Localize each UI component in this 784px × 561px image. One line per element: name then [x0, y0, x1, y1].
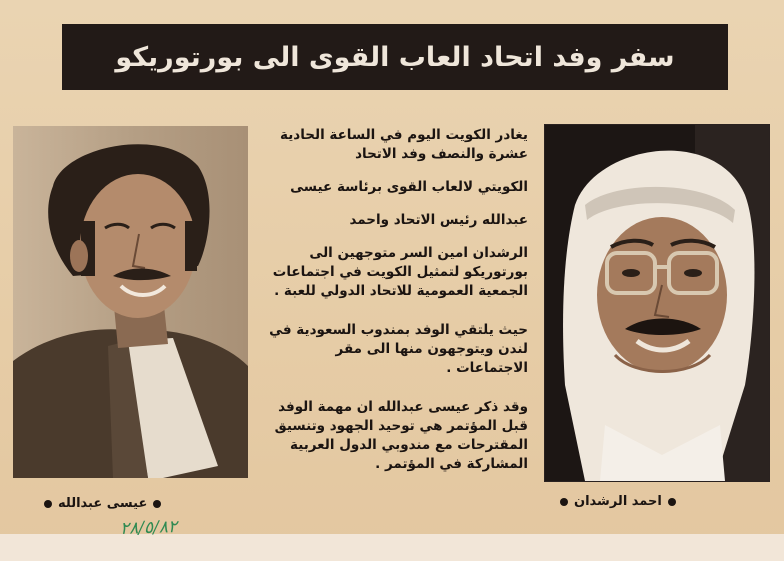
bullet-icon — [44, 500, 52, 508]
scan-bottom-strip — [0, 534, 784, 561]
article-paragraph: حيث يلتقي الوفد بمندوب السعودية في لندن ويتوجهون منها الى مقر الاجتماعات . — [269, 322, 528, 376]
article-paragraph: عبدالله رئيس الاتحاد واحمد — [349, 212, 528, 228]
bullet-icon — [668, 498, 676, 506]
bullet-icon — [153, 500, 161, 508]
caption-ahmed-alrashdan — [560, 494, 676, 509]
article-paragraph: يغادر الكويت اليوم في الساعة الحادية عشرة والنصف وفد الاتحاد — [280, 127, 528, 162]
caption-issa-abdullah — [44, 496, 161, 511]
article-paragraph: الرشدان امين السر متوجهين الى بورتوريكو لتمثيل الكويت في اجتماعات الجمعية العمومية للاتحاد الدولي للعبة . — [272, 245, 528, 299]
headline: سفر وفد اتحاد العاب القوى الى بورتوريكو — [115, 41, 675, 73]
caption-text: احمد الرشدان — [574, 494, 662, 509]
caption-text: عيسى عبدالله — [58, 496, 148, 511]
article-paragraph: الكويتي لالعاب القوى برئاسة عيسى — [290, 179, 528, 195]
photo-ahmed-alrashdan — [544, 124, 770, 482]
photo-issa-abdullah — [13, 126, 248, 478]
bullet-icon — [560, 498, 568, 506]
article-paragraph: وقد ذكر عيسى عبدالله ان مهمة الوفد قبل المؤتمر هي توحيد الجهود وتنسيق المقترحات مع مندوبي الدول العربية المشاركة في المؤتمر . — [274, 399, 528, 472]
headline-bar — [62, 24, 728, 90]
article-body — [262, 126, 528, 528]
handwritten-date: ٢٨/٥/٨٢ — [119, 517, 178, 539]
